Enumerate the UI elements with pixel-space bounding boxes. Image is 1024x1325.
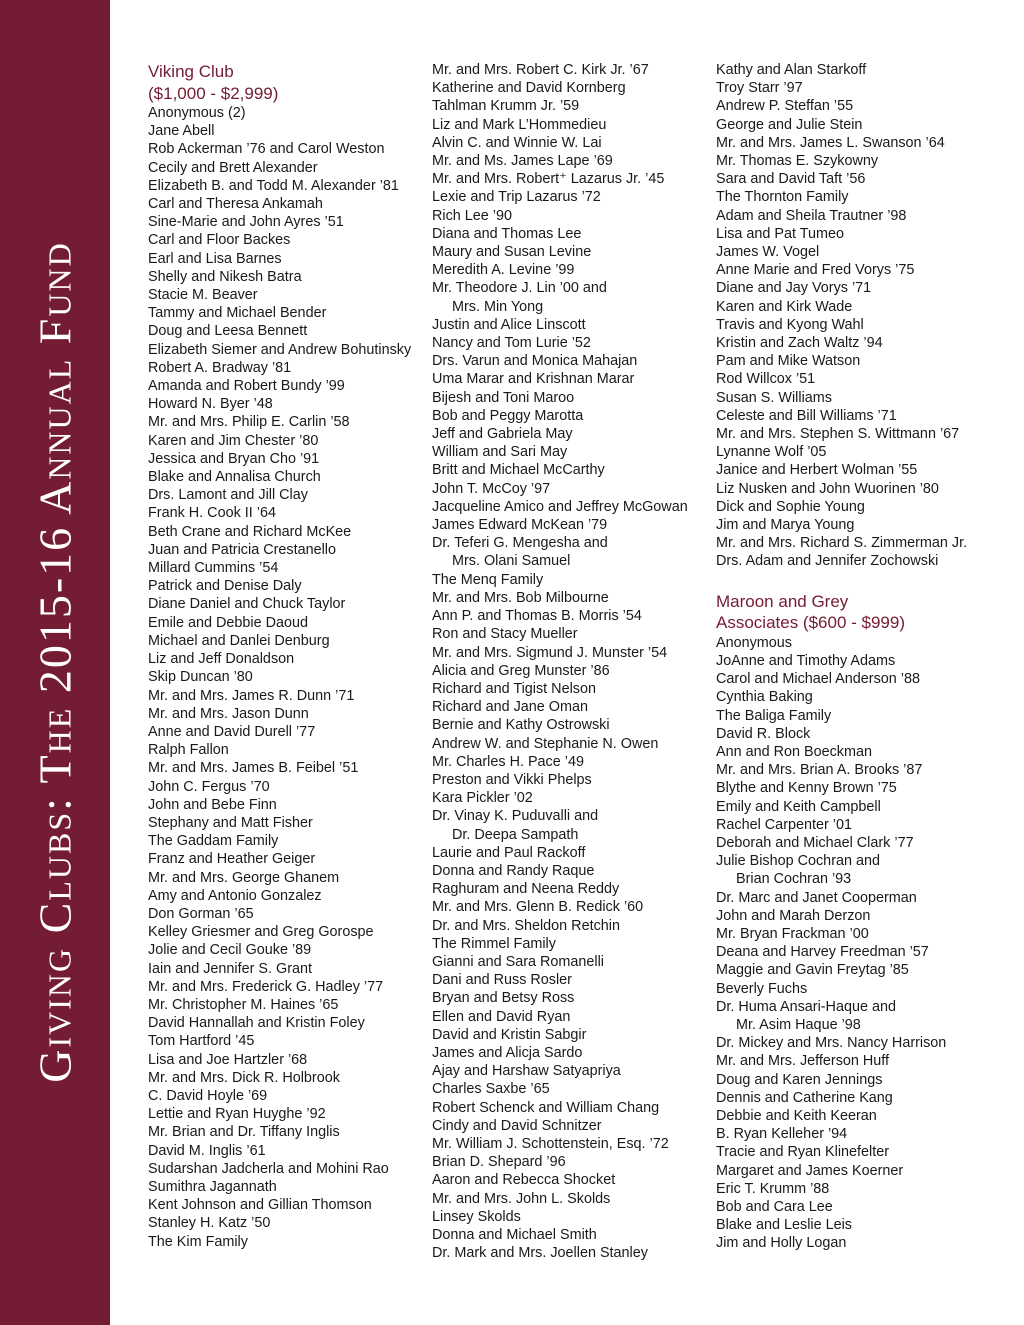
donor-name: Lisa and Joe Hartzler ’68 (148, 1051, 308, 1068)
donor-name: David M. Inglis ’61 (148, 1142, 266, 1159)
donor-name: Mr. and Mrs. Dick R. Holbrook (148, 1069, 340, 1086)
donor-name: Mr. and Mrs. Richard S. Zimmerman Jr. (716, 535, 968, 552)
section-heading: ($1,000 - $2,999) (148, 83, 279, 103)
donor-name: Don Gorman ’65 (148, 905, 254, 922)
donor-name: Kathy and Alan Starkoff (716, 62, 867, 78)
donor-name: Mr. and Mrs. James L. Swanson ’64 (716, 134, 945, 151)
donor-name: Stacie M. Beaver (148, 287, 258, 304)
donor-column-3 (716, 61, 1006, 1253)
donor-name: David and Kristin Sabgir (432, 1026, 587, 1043)
donor-name: Dani and Russ Rosler (432, 972, 572, 989)
donor-name: Howard N. Byer ’48 (148, 396, 273, 413)
donor-name: Mr. Christopher M. Haines ’65 (148, 996, 339, 1013)
donor-name: JoAnne and Timothy Adams (716, 652, 896, 669)
donor-name: Nancy and Tom Lurie ’52 (432, 335, 591, 352)
donor-name: Richard and Jane Oman (432, 699, 588, 716)
donor-name: George and Julie Stein (716, 116, 863, 133)
donor-name: Adam and Sheila Trautner ’98 (716, 207, 907, 224)
donor-name: Bob and Cara Lee (716, 1198, 833, 1215)
donor-name: Shelly and Nikesh Batra (148, 268, 302, 285)
donor-name: Brian D. Shepard ’96 (432, 1154, 566, 1171)
donor-name: Blake and Annalisa Church (148, 469, 321, 486)
donor-name: The Kim Family (148, 1233, 248, 1250)
donor-name: Alicia and Greg Munster ’86 (432, 662, 610, 679)
donor-name: Mr. and Mrs. Frederick G. Hadley ’77 (148, 978, 384, 995)
donor-name: Jeff and Gabriela May (432, 426, 573, 443)
donor-name: Franz and Heather Geiger (148, 851, 316, 868)
donor-name: Mr. and Mrs. Philip E. Carlin ’58 (148, 414, 350, 431)
donor-name: James Edward McKean ’79 (432, 517, 608, 534)
donor-name: Margaret and James Koerner (716, 1162, 904, 1179)
donor-name: Richard and Tigist Nelson (432, 680, 596, 697)
donor-name: Mr. Charles H. Pace ’49 (432, 753, 584, 770)
donor-name: Drs. Varun and Monica Mahajan (432, 353, 638, 370)
donor-name: Pam and Mike Watson (716, 353, 861, 370)
donor-name: Andrew W. and Stephanie N. Owen (432, 735, 659, 752)
donor-name: Mr. and Mrs. Jason Dunn (148, 705, 309, 722)
donor-name: Laurie and Paul Rackoff (432, 844, 586, 861)
donor-name: Ajay and Harshaw Satyapriya (432, 1063, 621, 1080)
sidebar-band (0, 0, 110, 1325)
donor-name: Rachel Carpenter ’01 (716, 816, 852, 833)
donor-name: Liz and Jeff Donaldson (148, 651, 295, 668)
donor-name: Sumithra Jagannath (148, 1178, 277, 1195)
donor-name: Mr. Thomas E. Szykowny (716, 153, 879, 170)
donor-name: Amy and Antonio Gonzalez (148, 887, 322, 904)
donor-name: Elizabeth Siemer and Andrew Bohutinsky (148, 341, 412, 358)
donor-name: Carol and Michael Anderson ’88 (716, 671, 920, 688)
donor-name: Dennis and Catherine Kang (716, 1089, 893, 1106)
donor-name: Karen and Jim Chester ’80 (148, 432, 319, 449)
donor-name: Maggie and Gavin Freytag ’85 (716, 962, 909, 979)
donor-name: Dr. Huma Ansari-Haque and (716, 998, 896, 1015)
donor-name: Dick and Sophie Young (716, 498, 865, 515)
section-heading: Associates ($600 - $999) (716, 613, 905, 633)
donor-name: Mr. and Mrs. George Ghanem (148, 869, 340, 886)
donor-name: John C. Fergus ’70 (148, 778, 270, 795)
donor-name: Susan S. Williams (716, 389, 832, 406)
donor-name: The Baliga Family (716, 707, 832, 724)
donor-name: Mr. William J. Schottenstein, Esq. ’72 (432, 1135, 669, 1152)
donor-name: Julie Bishop Cochran and (716, 853, 880, 870)
donor-name: Lisa and Pat Tumeo (716, 225, 844, 242)
donor-name: Kent Johnson and Gillian Thomson (148, 1197, 372, 1214)
donor-name: Dr. Vinay K. Puduvalli and (432, 808, 599, 825)
donor-name: Ann and Ron Boeckman (716, 743, 872, 760)
donor-name: Mr. Theodore J. Lin ’00 and (432, 280, 607, 297)
donor-name: Amanda and Robert Bundy ’99 (148, 378, 345, 395)
donor-name: Donna and Michael Smith (432, 1227, 597, 1243)
donor-name: Jane Abell (148, 123, 215, 140)
donor-name: James W. Vogel (716, 244, 820, 261)
donor-name: Dr. Deepa Sampath (452, 826, 579, 843)
donor-name: Tracie and Ryan Klinefelter (716, 1144, 890, 1161)
section-heading: Viking Club (148, 62, 234, 81)
donor-name: Carl and Theresa Ankamah (148, 196, 323, 213)
donor-name: Raghuram and Neena Reddy (432, 881, 620, 898)
donor-name: Diane and Jay Vorys ’71 (716, 280, 872, 297)
donor-name: Liz and Mark L’Hommedieu (432, 116, 607, 133)
donor-name: Mr. and Mrs. Jefferson Huff (716, 1053, 890, 1070)
donor-name: Earl and Lisa Barnes (148, 250, 282, 267)
donor-name: Dr. Mickey and Mrs. Nancy Harrison (716, 1035, 947, 1052)
donor-name: Maury and Susan Levine (432, 244, 592, 261)
donor-name: Kelley Griesmer and Greg Gorospe (148, 924, 374, 941)
donor-name: Mr. and Mrs. Sigmund J. Munster ’54 (432, 644, 668, 661)
donor-name: Patrick and Denise Daly (148, 578, 302, 595)
donor-name: Emily and Keith Campbell (716, 798, 881, 815)
donor-name: Rod Willcox ’51 (716, 371, 816, 388)
donor-name: Juan and Patricia Crestanello (148, 541, 336, 558)
donor-name: Dr. and Mrs. Sheldon Retchin (432, 917, 620, 934)
donor-name: John and Marah Derzon (716, 907, 871, 924)
donor-name: Blake and Leslie Leis (716, 1217, 853, 1234)
section-gap (716, 571, 1006, 591)
donor-name: Karen and Kirk Wade (716, 298, 853, 315)
page-title: Giving Clubs: The 2015-16 Annual Fund (29, 241, 81, 1083)
donor-name: Dr. Teferi G. Mengesha and (432, 535, 608, 552)
donor-name: Mr. and Mrs. Brian A. Brooks ’87 (716, 762, 923, 779)
donor-name: Lettie and Ryan Huyghe ’92 (148, 1106, 326, 1123)
donor-name: Deborah and Michael Clark ’77 (716, 834, 914, 851)
donor-name: Michael and Danlei Denburg (148, 632, 330, 649)
donor-name: Aaron and Rebecca Shocket (432, 1172, 616, 1189)
donor-name: Andrew P. Steffan ’55 (716, 98, 854, 115)
donor-name: Jessica and Bryan Cho ’91 (148, 450, 320, 467)
donor-name: Mr. and Mrs. John L. Skolds (432, 1190, 611, 1207)
donor-name: Troy Starr ’97 (716, 80, 803, 97)
donor-name: Stephany and Matt Fisher (148, 814, 313, 831)
donor-name: Emile and Debbie Daoud (148, 614, 308, 631)
donor-name: Frank H. Cook II ’64 (148, 505, 276, 522)
donor-name: The Gaddam Family (148, 833, 279, 850)
donor-name: The Menq Family (432, 571, 544, 588)
donor-name: Lexie and Trip Lazarus ’72 (432, 189, 601, 206)
donor-name: Mr. and Ms. James Lape ’69 (432, 153, 613, 170)
donor-name: Liz Nusken and John Wuorinen ’80 (716, 480, 939, 497)
donor-name: Linsey Skolds (432, 1208, 521, 1225)
donor-name: David R. Block (716, 725, 811, 742)
donor-name: Mr. and Mrs. James R. Dunn ’71 (148, 687, 355, 704)
donor-name: Britt and Michael McCarthy (432, 462, 605, 479)
donor-name: Sudarshan Jadcherla and Mohini Rao (148, 1160, 389, 1177)
donor-name: Diana and Thomas Lee (432, 225, 582, 242)
donor-name: Ron and Stacy Mueller (432, 626, 578, 643)
donor-name: Mr. and Mrs. Bob Milbourne (432, 589, 609, 606)
donor-name: Stanley H. Katz ’50 (148, 1215, 271, 1232)
donor-name: John T. McCoy ’97 (432, 480, 551, 497)
donor-name: Jim and Holly Logan (716, 1235, 847, 1252)
donor-name: Beth Crane and Richard McKee (148, 523, 352, 540)
donor-name: Bob and Peggy Marotta (432, 407, 584, 424)
donor-name: Mr. Bryan Frackman ’00 (716, 925, 869, 942)
donor-name: Iain and Jennifer S. Grant (148, 960, 312, 977)
donor-name: Drs. Lamont and Jill Clay (148, 487, 308, 504)
donor-name: David Hannallah and Kristin Foley (148, 1015, 365, 1032)
donor-name: Anonymous (2) (148, 105, 246, 121)
donor-name: Janice and Herbert Wolman ’55 (716, 462, 918, 479)
donor-name: Millard Cummins ’54 (148, 560, 279, 577)
donor-name: Dr. Marc and Janet Cooperman (716, 889, 917, 906)
donor-name: Ann P. and Thomas B. Morris ’54 (432, 608, 642, 625)
donor-name: Deana and Harvey Freedman ’57 (716, 944, 929, 961)
donor-name: B. Ryan Kelleher ’94 (716, 1126, 848, 1143)
donor-name: Mrs. Min Yong (452, 298, 544, 315)
donor-name: Charles Saxbe ’65 (432, 1081, 550, 1098)
donor-name: Jacqueline Amico and Jeffrey McGowan (432, 498, 688, 515)
donor-name: Bryan and Betsy Ross (432, 990, 575, 1007)
donor-name: Tom Hartford ’45 (148, 1033, 255, 1050)
donor-name: Cynthia Baking (716, 689, 813, 706)
donor-name: The Rimmel Family (432, 935, 556, 952)
donor-name: Jolie and Cecil Gouke ’89 (148, 942, 312, 959)
donor-name: Mr. and Mrs. Robert C. Kirk Jr. ’67 (432, 62, 649, 78)
donor-name: Mr. and Mrs. James B. Feibel ’51 (148, 760, 359, 777)
donor-name: Katherine and David Kornberg (432, 80, 626, 97)
donor-name: Ralph Fallon (148, 742, 229, 759)
donor-name: Doug and Leesa Bennett (148, 323, 308, 340)
donor-name: Debbie and Keith Keeran (716, 1107, 877, 1124)
donor-name: Bernie and Kathy Ostrowski (432, 717, 610, 734)
donor-name: Robert A. Bradway ’81 (148, 359, 292, 376)
donor-name: John and Bebe Finn (148, 796, 277, 813)
donor-name: Alvin C. and Winnie W. Lai (432, 134, 602, 151)
donor-name: Kara Pickler ’02 (432, 790, 533, 807)
donor-name: Cecily and Brett Alexander (148, 159, 318, 176)
donor-name: Anonymous (716, 634, 792, 651)
donor-name: Preston and Vikki Phelps (432, 771, 592, 788)
section-heading: Maroon and Grey (716, 591, 849, 611)
donor-name: Justin and Alice Linscott (432, 316, 586, 333)
donor-name: Carl and Floor Backes (148, 232, 291, 249)
donor-name: Dr. Mark and Mrs. Joellen Stanley (432, 1245, 648, 1262)
donor-name: Lynanne Wolf ’05 (716, 444, 827, 461)
donor-name: Rob Ackerman ’76 and Carol Weston (148, 141, 385, 158)
donor-name: Drs. Adam and Jennifer Zochowski (716, 553, 939, 570)
donor-name: Eric T. Krumm ’88 (716, 1180, 830, 1197)
donor-name: Blythe and Kenny Brown ’75 (716, 780, 897, 797)
donor-name: Bijesh and Toni Maroo (432, 389, 575, 406)
donor-name: The Thornton Family (716, 189, 849, 206)
donor-name: Gianni and Sara Romanelli (432, 953, 604, 970)
donor-name: Mr. Asim Haque ’98 (736, 1016, 861, 1033)
donor-name: Mr. Brian and Dr. Tiffany Inglis (148, 1124, 340, 1141)
donor-name: Travis and Kyong Wahl (716, 316, 864, 333)
donor-name: Anne Marie and Fred Vorys ’75 (716, 262, 915, 279)
donor-name: Mr. and Mrs. Robert⁺ Lazarus Jr. ’45 (432, 171, 665, 188)
donor-name: Celeste and Bill Williams ’71 (716, 407, 897, 424)
donor-name: Sara and David Taft ’56 (716, 171, 866, 188)
donor-name: Mrs. Olani Samuel (452, 553, 571, 570)
donor-name: Robert Schenck and William Chang (432, 1099, 660, 1116)
donor-name: Rich Lee ’90 (432, 207, 512, 224)
donor-name: Cindy and David Schnitzer (432, 1117, 602, 1134)
donor-name: Tammy and Michael Bender (148, 305, 327, 322)
donor-name: Beverly Fuchs (716, 980, 808, 997)
donor-name: Uma Marar and Krishnan Marar (432, 371, 635, 388)
donor-name: Doug and Karen Jennings (716, 1071, 883, 1088)
donor-name: William and Sari May (432, 444, 568, 461)
donor-name: James and Alicja Sardo (432, 1044, 583, 1061)
donor-name: Brian Cochran ’93 (736, 871, 852, 888)
donor-name: Mr. and Mrs. Stephen S. Wittmann ’67 (716, 426, 960, 443)
donor-name: Mr. and Mrs. Glenn B. Redick ’60 (432, 899, 644, 916)
donor-column-2 (432, 61, 722, 1262)
donor-name: Donna and Randy Raque (432, 862, 595, 879)
donor-column-1 (148, 61, 438, 1251)
donor-name: Sine-Marie and John Ayres ’51 (148, 214, 344, 231)
donor-name: Tahlman Krumm Jr. ’59 (432, 98, 580, 115)
donor-name: Kristin and Zach Waltz ’94 (716, 335, 883, 352)
donor-name: C. David Hoyle ’69 (148, 1087, 268, 1104)
donor-name: Jim and Marya Young (716, 517, 855, 534)
donor-name: Ellen and David Ryan (432, 1008, 571, 1025)
donor-name: Diane Daniel and Chuck Taylor (148, 596, 346, 613)
donor-name: Elizabeth B. and Todd M. Alexander ’81 (148, 177, 399, 194)
donor-name: Skip Duncan ’80 (148, 669, 253, 686)
donor-name: Meredith A. Levine ’99 (432, 262, 575, 279)
donor-name: Anne and David Durell ’77 (148, 723, 316, 740)
